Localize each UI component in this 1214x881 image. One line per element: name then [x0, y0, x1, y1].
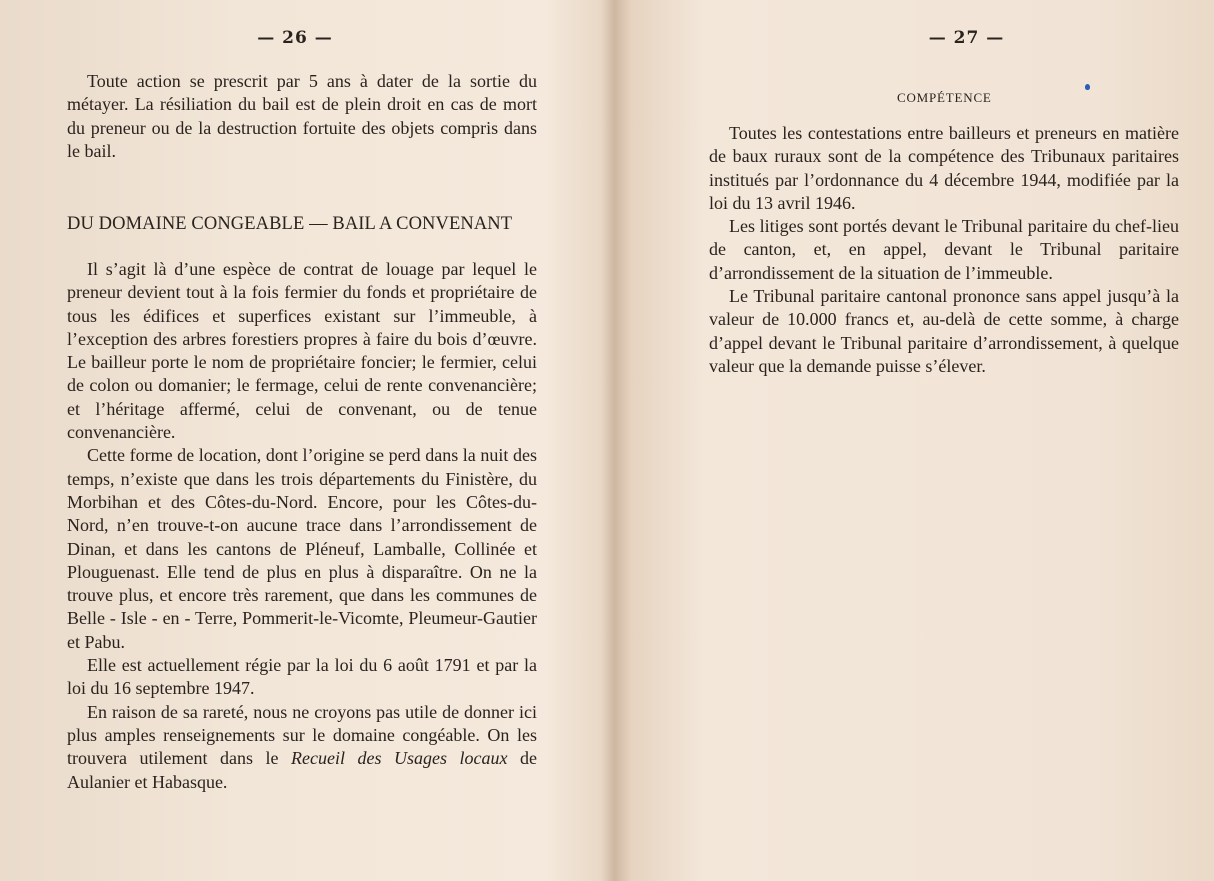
page-number: — 26 — [257, 28, 333, 48]
paragraph: Toutes les contestations entre bailleurs et preneurs en matière de baux ruraux sont de la compétence des Tribunaux paritaires institués par l’ordonnance du 4 décembre 1944, modifiée par la loi du 13 avril 1946. [709, 123, 1179, 213]
ink-mark [1085, 84, 1090, 90]
book-title: Recueil des Usages locaux [291, 748, 508, 769]
paragraph-text: En raison de sa rareté, nous ne croyons pas utile de donner ici plus amples renseignements sur le domaine congéable. On les trouvera utilement dans le [67, 701, 537, 769]
paragraph-text: de Aulanier et Habasque. [67, 748, 537, 792]
section-heading: COMPÉTENCE [897, 90, 992, 105]
section-heading: DU DOMAINE CONGEABLE — BAIL A CONVENANT [67, 214, 513, 234]
paragraph: Elle est actuellement régie par la loi du 6 août 1791 et par la loi du 16 septembre 1947. [67, 655, 537, 699]
intro-paragraph: Toute action se prescrit par 5 ans à dater de la sortie du métayer. La résiliation du bail est de plein droit en cas de mort du preneur ou de la destruction fortuite des objets compris dans le bail. [67, 71, 537, 161]
left-page [0, 0, 606, 881]
paragraph: Cette forme de location, dont l’origine se perd dans la nuit des temps, n’existe que dans les trois départements du Finistère, du Morbihan et des Côtes-du-Nord. Encore, pour les Côtes-du-Nord, n’en trouve-t-on aucune trace dans l’arrondissement de Dinan, et dans les cantons de Pléneuf, Lamballe, Collinée et Plouguenast. Elle tend de plus en plus à disparaître. On ne la trouve plus, et encore très rarement, que dans les communes de Belle - Isle - en - Terre, Pommerit-le-Vicomte, Pleumeur-Gautier et Pabu. [67, 445, 537, 652]
page-number: — 27 — [928, 28, 1005, 48]
paragraph: Le Tribunal paritaire cantonal prononce sans appel jusqu’à la valeur de 10.000 francs et, au-delà de cette somme, à charge d’appel devant le Tribunal paritaire d’arrondissement, à quelque valeur que la demande puisse s’élever. [709, 286, 1179, 376]
paragraph: Il s’agit là d’une espèce de contrat de louage par lequel le preneur devient tout à la fois fermier du fonds et propriétaire de tous les édifices et superfices existant sur l’immeuble, à l’exception des arbres forestiers propres à faire du bois d’œuvre. Le bailleur porte le nom de propriétaire foncier; le fermier, celui de colon ou domanier; le fermage, celui de rente convenancière; et l’héritage affermé, celui de convenant, ou de tenue convenancière. [67, 259, 537, 443]
section-body [67, 258, 537, 794]
intro-paragraph-block [67, 70, 537, 163]
right-page [607, 0, 1214, 881]
paragraph [67, 701, 537, 794]
section-body [709, 122, 1179, 378]
paragraph: Les litiges sont portés devant le Tribunal paritaire du chef-lieu de canton, et, en appel, devant le Tribunal paritaire d’arrondissement de la situation de l’immeuble. [709, 216, 1179, 283]
